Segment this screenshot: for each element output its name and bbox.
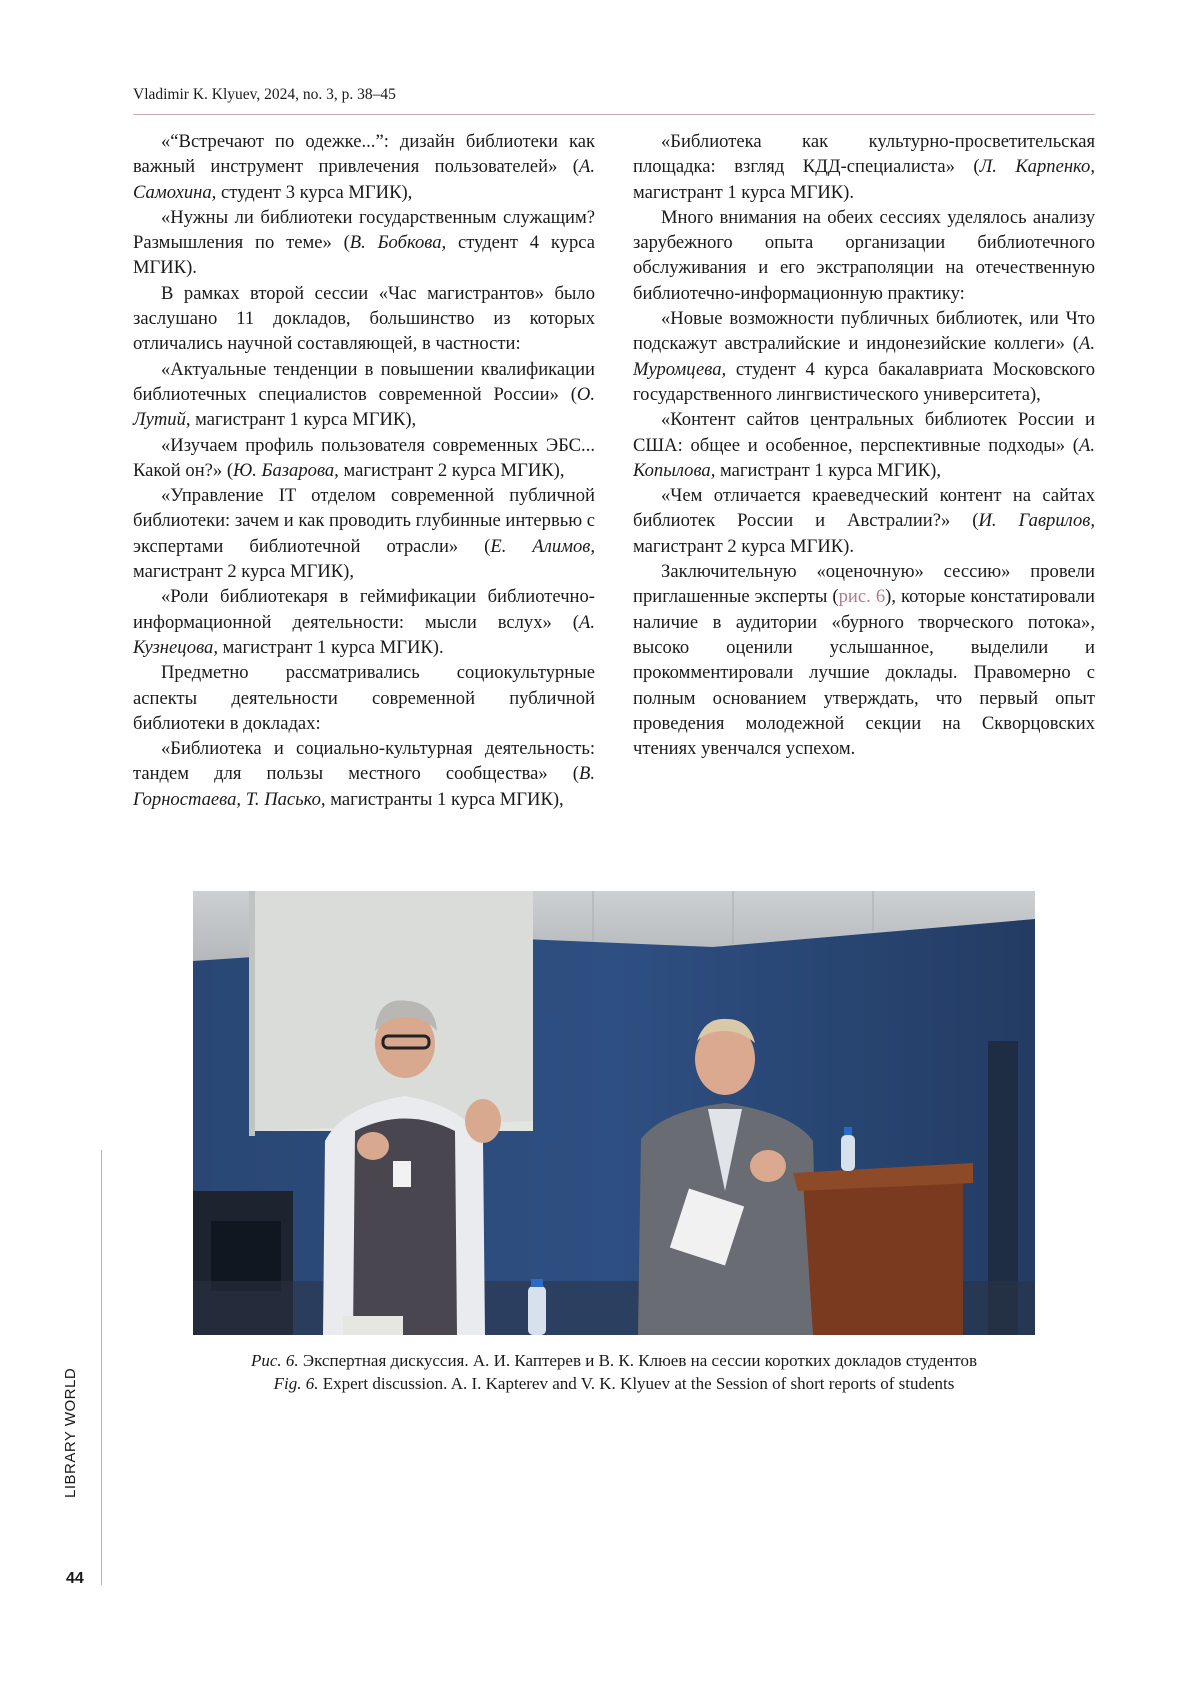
caption-en: Fig. 6. Expert discussion. A. I. Kapterev and V. K. Klyuev at the Session of short reports of students: [133, 1372, 1095, 1395]
running-head: Vladimir K. Klyuev, 2024, no. 3, p. 38–45: [133, 86, 1095, 115]
right-column: [633, 129, 1095, 761]
figure-caption: [133, 1349, 1095, 1395]
paragraph: Заключительную «оценочную» сессию» про­вели приглашенные эксперты (рис. 6), которые констатировали наличие в аудитории «бурного творческого потока», высоко оценили услышан­ное, выделили и прокомментировали лучшие доклады. Правомерно с полным основанием утверждать, что первый опыт проведения моло­дежной секции на Скворцовских чтениях увен­чался успехом.: [633, 559, 1095, 761]
paragraph: «Роли библиотекаря в геймификации библио­течно-информационной деятельности: мысли вслух» (А. Кузнецова, магистрант 1 курса МГИК).: [133, 584, 595, 660]
side-divider: [101, 1150, 102, 1585]
paragraph: «Управление IT отделом современной пуб­личной библиотеки: зачем и как проводить глу­бинные интервью с экспертами библиотечной отрасли» (Е. Алимов, магистрант 2 курса МГИК),: [133, 483, 595, 584]
journal-side-title: LIBRARY WORLD: [62, 1368, 79, 1498]
paragraph: «Библиотека и социально-культурная дея­тельность: тандем для пользы местного сообще­ства» (В. Горностаева, Т. Пасько, магистранты 1 курса МГИК),: [133, 736, 595, 812]
paragraph: Предметно рассматривались социокультур­ные аспекты деятельности современной публич­ной библиотеки в докладах:: [133, 660, 595, 736]
paragraph: «Изучаем профиль пользователя современ­ных ЭБС... Какой он?» (Ю. Базарова, магистрант 2 курса МГИК),: [133, 433, 595, 484]
paragraph: «Новые возможности публичных библиотек, или Что подскажут австралийские и индонезий­ские коллеги» (А. Муромцева, студент 4 курса бакалавриата Московского государственного лингвистического университета),: [633, 306, 1095, 407]
paragraph: «Чем отличается краеведческий контент на сайтах библиотек России и Австралии?» (И. Гав­рилов, магистрант 2 курса МГИК).: [633, 483, 1095, 559]
figure-photo: [193, 891, 1035, 1335]
paragraph: «Актуальные тенденции в повышении квали­фикации библиотечных специалистов современ­ной России» (О. Лутий, магистрант 1 курса МГИК),: [133, 357, 595, 433]
caption-ru: Рис. 6. Экспертная дискуссия. А. И. Каптерев и В. К. Клюев на сессии коротких докладов студентов: [133, 1349, 1095, 1372]
figure-reference-link[interactable]: рис. 6: [839, 586, 886, 607]
page-number: 44: [66, 1570, 84, 1588]
paragraph: «“Встречают по одежке...”: дизайн библиотеки как важный инструмент привлечения пользо­вателей» (А. Самохина, студент 3 курса МГИК),: [133, 129, 595, 205]
paragraph: «Нужны ли библиотеки государственным слу­жащим? Размышления по теме» (В. Бобкова, сту­дент 4 курса МГИК).: [133, 205, 595, 281]
paragraph: «Библиотека как культурно-просветительская площадка: взгляд КДД-специалиста» (Л. Кар­пенко, магистрант 1 курса МГИК).: [633, 129, 1095, 205]
paragraph: В рамках второй сессии «Час магистрантов» было заслушано 11 докладов, большинство из которых отличались научной составляющей, в частности:: [133, 281, 595, 357]
left-column: [133, 129, 595, 812]
paragraph: Много внимания на обеих сессиях уде­лялось анализу зарубежного опыта органи­зации библиотечного обслуживания и его экстраполяции на отечественную библиотечно-информационную практику:: [633, 205, 1095, 306]
paragraph: «Контент сайтов центральных библиотек Рос­сии и США: общее и особенное, перспектив­ные подходы» (А. Копылова, магистрант 1 курса МГИК),: [633, 407, 1095, 483]
